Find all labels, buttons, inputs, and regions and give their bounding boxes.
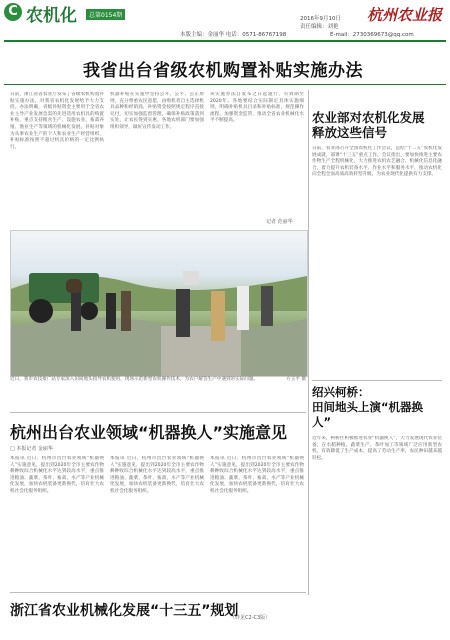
date-line: 2016年9月10日 [300,16,341,22]
main-article-col1: 日前，浙江省省农业厅发布了省级农机购置补贴实施办法，对我省农机化发展给予大力支持。办法明确，省级补贴资金主要用于全省农业主导产业发展急需的先进适用农机具的购置补贴，重点支持粮食生产、设施农业、畜禽养殖、渔业生产等领域的机械化发展。补贴对象为从事农业生产的个人和农业生产经营组织，补贴标准按照不超过机具价格的一定比例执行。 [10,92,104,150]
second-headline: 杭州出台农业领域“机器换人”实施意见 [10,423,288,442]
bottom-right-text: 近年来，柯桥区积极推进农业“机器换人”，大力发展现代农业装备，在水稻种植、蔬菜生产、茶叶加工等领域广泛应用新型农机，有效降低了生产成本，提高了劳动生产率，农民种田越来越轻松。 [312,436,442,461]
editor-line: 责任编辑：刘艳 [300,24,339,30]
second-article-col3: 本报讯 近日，杭州市出台农业领域“机器换人”实施意见，提出到2020年全市主要农作物耕种收综合机械化水平达到较高水平，重点推进粮油、蔬菜、茶叶、畜禽、水产等产业机械化发展，加快农机装备更新换代，培育壮大农机社会化服务组织。 [210,456,304,494]
bottom-banner-ref: （详见C2-C3版） [230,615,271,621]
main-article-col2: 机器补贴在实施中坚持公开、公平、公正原则，充分尊重农民意愿，由购机者自主选择机具品种和经销商，补贴资金按照规定程序直接兑付，切实加强监督管理，确保补贴政策落到实处，让农民得到实惠。各地农机部门要加强组织领导，做好宣传发动工作。 [110,92,204,130]
masthead-rule [4,40,446,42]
email-line: E-mail：2730369673@qq.com [330,32,414,38]
photo-caption [10,377,306,383]
second-byline: □ 本报记者 金丽华 [10,446,53,452]
phone-line: 本版主编：金丽华 电话：0571-86767198 [180,32,287,38]
right-sidebar [312,110,442,600]
section-divider [10,412,306,413]
photo-credit: 方玉平 摄 [286,377,306,382]
bottom-banner-title: 浙江省农业机械化发展“十三五”规划 [10,603,239,619]
headline-rule [4,84,446,85]
second-article-col2: 本报讯 近日，杭州市出台农业领域“机器换人”实施意见，提出到2020年全市主要农作物耕种收综合机械化水平达到较高水平，重点推进粮油、蔬菜、茶叶、畜禽、水产等产业机械化发展，加快农机装备更新换代，培育壮大农机社会化服务组织。 [110,456,204,494]
main-article-author: 记者 范丽华 [266,219,293,225]
newspaper-name: 杭州农业报 [366,6,442,24]
bottom-right-title-1: 绍兴柯桥： [312,385,370,399]
main-article-col3: 该实施办法自发布之日起施行，有效期至2020年。各地要结合实际制定具体实施细则，明确补贴机具目录和补贴标准，规范操作流程，加强资金监管，推动全省农业机械化水平不断提高。 [210,92,304,124]
right-article-title-1: 农业部对农机化发展 [312,110,425,125]
news-photo [10,230,308,377]
bottom-right-title-2: 田间地头上演“机器换人” [312,400,424,429]
photo-caption-text: 近日，我市农技推广站专家深入田间地头指导农机使用，现场示范新型农机操作技术，为农户解答生产中遇到的实际问题。 [10,377,259,382]
second-article-col1: 本报讯 近日，杭州市出台农业领域“机器换人”实施意见，提出到2020年全市主要农作物耕种收综合机械化水平达到较高水平，重点推进粮油、蔬菜、茶叶、畜禽、水产等产业机械化发展，加快农机装备更新换代，培育壮大农机社会化服务组织。 [10,456,104,494]
section-code-badge: 总第0154期 [86,9,125,20]
main-headline: 我省出台省级农机购置补贴实施办法 [83,61,363,81]
section-title: 农机化 [26,6,77,26]
right-article-text: 日前，农业部召开全国农机化工作会议，总结“十二五”农机化发展成就，部署“十三五”重点工作。会议指出，要加快推进主要农作物生产全程机械化，大力推进农机农艺融合、机械化信息化融合，着力提升农机装备水平、作业水平和服务水平，推动农机化向全程全面高质高效转型升级，为农业现代化提供有力支撑。 [312,146,442,178]
section-logo: C [4,3,22,21]
right-divider [312,380,442,381]
bottom-divider [10,592,306,593]
right-article-title-2: 释放这些信号 [312,125,388,140]
column-divider [308,90,309,595]
